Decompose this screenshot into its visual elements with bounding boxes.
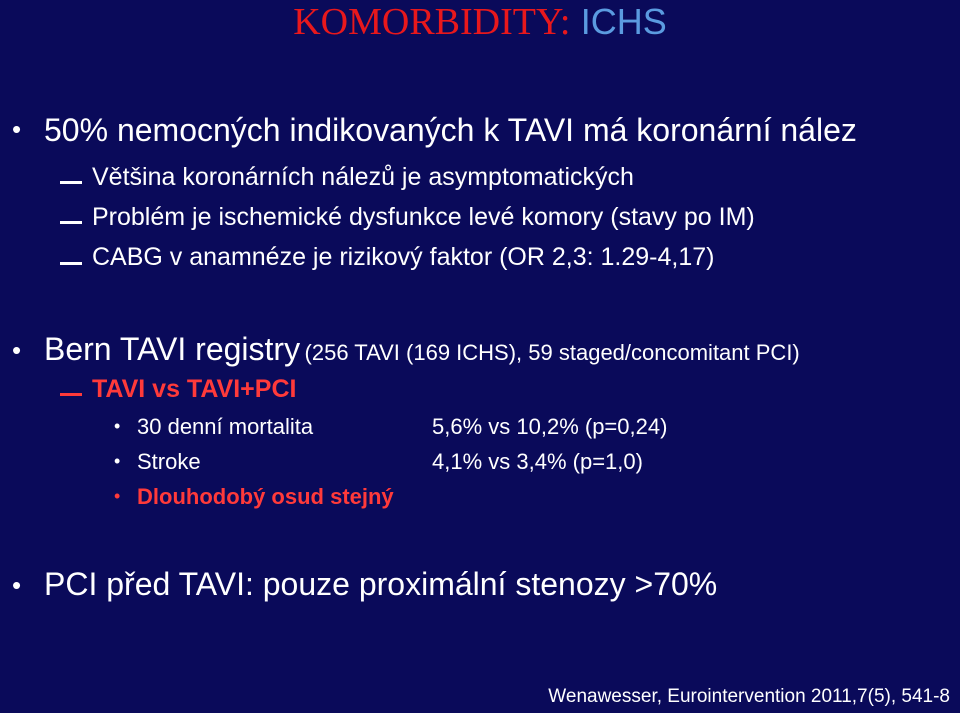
title-komorbidity: KOMORBIDITY: <box>293 1 571 43</box>
dash-icon <box>60 393 82 396</box>
bern-registry-label: Bern TAVI registry <box>44 331 301 367</box>
item-value-stroke: 4,1% vs 3,4% (p=1,0) <box>432 449 643 474</box>
item-value-mortality: 5,6% vs 10,2% (p=0,24) <box>432 414 668 439</box>
bullet-icon: • <box>12 570 22 600</box>
bern-registry-detail: (256 TAVI (169 ICHS), 59 staged/concomitant PCI) <box>304 340 800 365</box>
sub-bullet-2: Problém je ischemické dysfunkce levé komory (stavy po IM) <box>92 203 755 231</box>
sub-bullet-3: CABG v anamnéze je rizikový faktor (OR 2,3: 1.29-4,17) <box>92 243 715 271</box>
small-bullet-icon: • <box>114 486 121 506</box>
bullet-icon: • <box>12 114 22 144</box>
bullet-main-2 <box>44 331 800 368</box>
conclusion: Dlouhodobý osud stejný <box>137 484 394 509</box>
item-label-mortality: 30 denní mortalita <box>137 414 314 439</box>
dash-icon <box>60 262 82 265</box>
item-label-stroke: Stroke <box>137 449 201 474</box>
bullet-main-1: 50% nemocných indikovaných k TAVI má koronární nález <box>44 112 857 148</box>
sub-bullet-tavi-vs-pci: TAVI vs TAVI+PCI <box>92 375 297 403</box>
dash-icon <box>60 181 82 184</box>
small-bullet-icon: • <box>114 416 121 436</box>
bullet-icon: • <box>12 335 22 365</box>
bullet-main-3: PCI před TAVI: pouze proximální stenozy >70% <box>44 566 718 602</box>
citation: Wenawesser, Eurointervention 2011,7(5), 541-8 <box>548 686 950 707</box>
sub-bullet-1: Většina koronárních nálezů je asymptomatických <box>92 163 634 191</box>
small-bullet-icon: • <box>114 451 121 471</box>
slide-title <box>0 0 960 44</box>
dash-icon <box>60 221 82 224</box>
title-ichs: ICHS <box>580 1 667 42</box>
